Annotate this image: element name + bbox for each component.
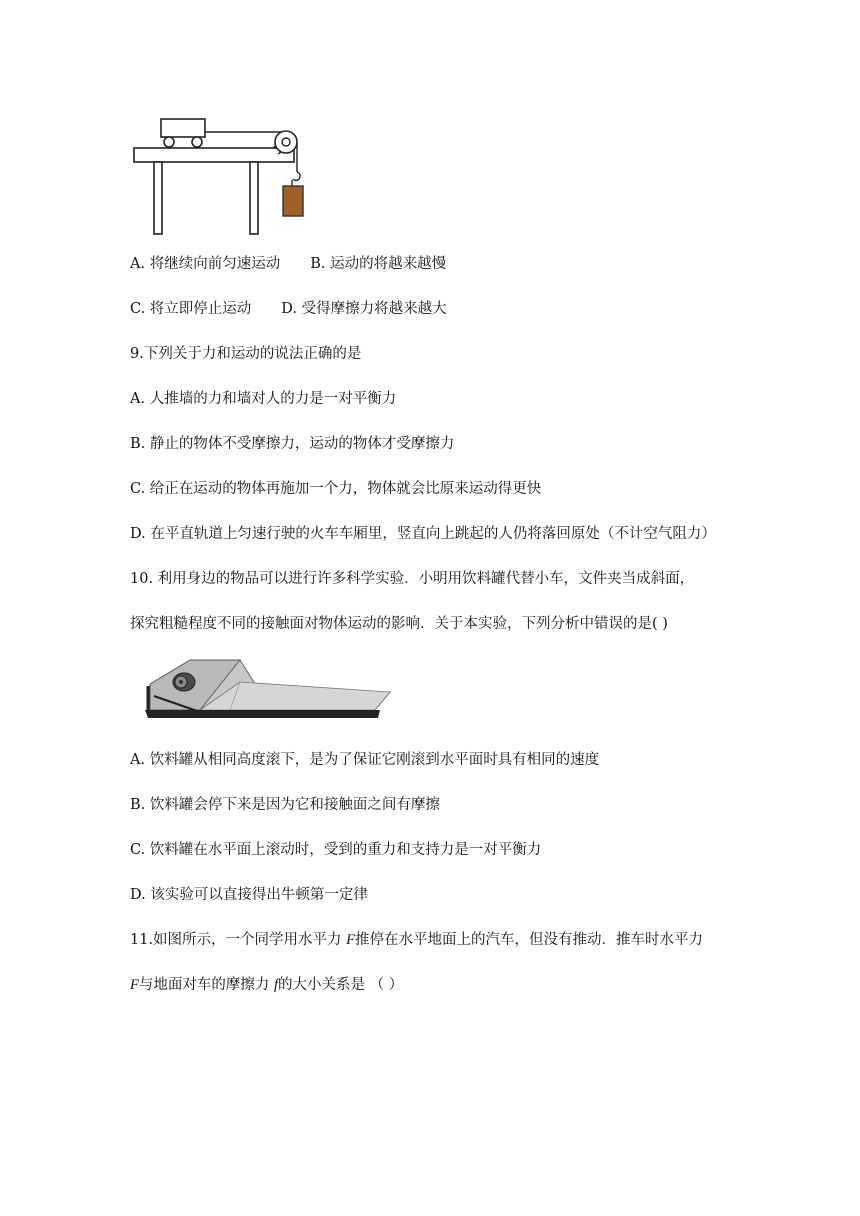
q10-option-b: B. 饮料罐会停下来是因为它和接触面之间有摩擦 bbox=[130, 797, 440, 813]
q11-text-part4: 的大小关系是 （ ） bbox=[278, 977, 404, 993]
q9-option-c: C. 给正在运动的物体再施加一个力，物体就会比原来运动得更快 bbox=[130, 481, 542, 497]
q11-stem-line1 bbox=[130, 928, 703, 949]
table-top bbox=[134, 148, 294, 162]
q9-option-b: B. 静止的物体不受摩擦力，运动的物体才受摩擦力 bbox=[130, 436, 455, 452]
q10-option-a: A. 饮料罐从相同高度滚下，是为了保证它刚滚到水平面时具有相同的速度 bbox=[130, 752, 600, 768]
q11-var-f: f bbox=[273, 977, 278, 993]
table-leg bbox=[154, 162, 162, 234]
q8-option-c: C. 将立即停止运动 bbox=[130, 301, 252, 317]
table-leg bbox=[250, 162, 258, 234]
cart bbox=[161, 119, 205, 137]
hanging-weight bbox=[283, 186, 303, 216]
q8-option-d: D. 受得摩擦力将越来越大 bbox=[281, 301, 447, 317]
q11-text-part1: 11.如图所示，一个同学用水平力 bbox=[130, 932, 342, 948]
q11-var-F-2: F bbox=[130, 977, 139, 993]
q8-options-row2 bbox=[130, 297, 447, 318]
q9-option-a: A. 人推墙的力和墙对人的力是一对平衡力 bbox=[130, 391, 397, 407]
drink-can-center bbox=[179, 680, 183, 684]
hook bbox=[293, 172, 300, 181]
cart-wheel bbox=[192, 137, 202, 147]
q10-stem-line2: 探究粗糙程度不同的接触面对物体运动的影响．关于本实验，下列分析中错误的是( ) bbox=[130, 616, 668, 632]
q9-stem: 9.下列关于力和运动的说法正确的是 bbox=[130, 346, 362, 362]
q11-stem-line2 bbox=[130, 973, 403, 994]
q8-option-a: A. 将继续向前匀速运动 bbox=[130, 256, 281, 272]
q8-options-row1 bbox=[130, 252, 446, 273]
q11-text-part2: 推停在水平地面上的汽车，但没有推动．推车时水平力 bbox=[355, 932, 704, 948]
ramp-can-figure bbox=[140, 652, 396, 726]
q10-option-c: C. 饮料罐在水平面上滚动时，受到的重力和支持力是一对平衡力 bbox=[130, 842, 542, 858]
q10-stem-line1: 10. 利用身边的物品可以进行许多科学实验．小明用饮料罐代替小车，文件夹当成斜面， bbox=[130, 571, 695, 587]
folder-base bbox=[145, 710, 380, 718]
q9-option-d: D. 在平直轨道上匀速行驶的火车车厢里，竖直向上跳起的人仍将落回原处（不计空气阻力） bbox=[130, 526, 716, 542]
cart-wheel bbox=[164, 137, 174, 147]
q11-var-F: F bbox=[346, 932, 356, 948]
pulley-axle bbox=[282, 138, 290, 146]
q11-text-part3: 与地面对车的摩擦力 bbox=[138, 977, 270, 993]
q8-option-b: B. 运动的将越来越慢 bbox=[310, 256, 447, 272]
cart-pulley-figure bbox=[128, 110, 308, 240]
q10-option-d: D. 该实验可以直接得出牛顿第一定律 bbox=[130, 887, 368, 903]
